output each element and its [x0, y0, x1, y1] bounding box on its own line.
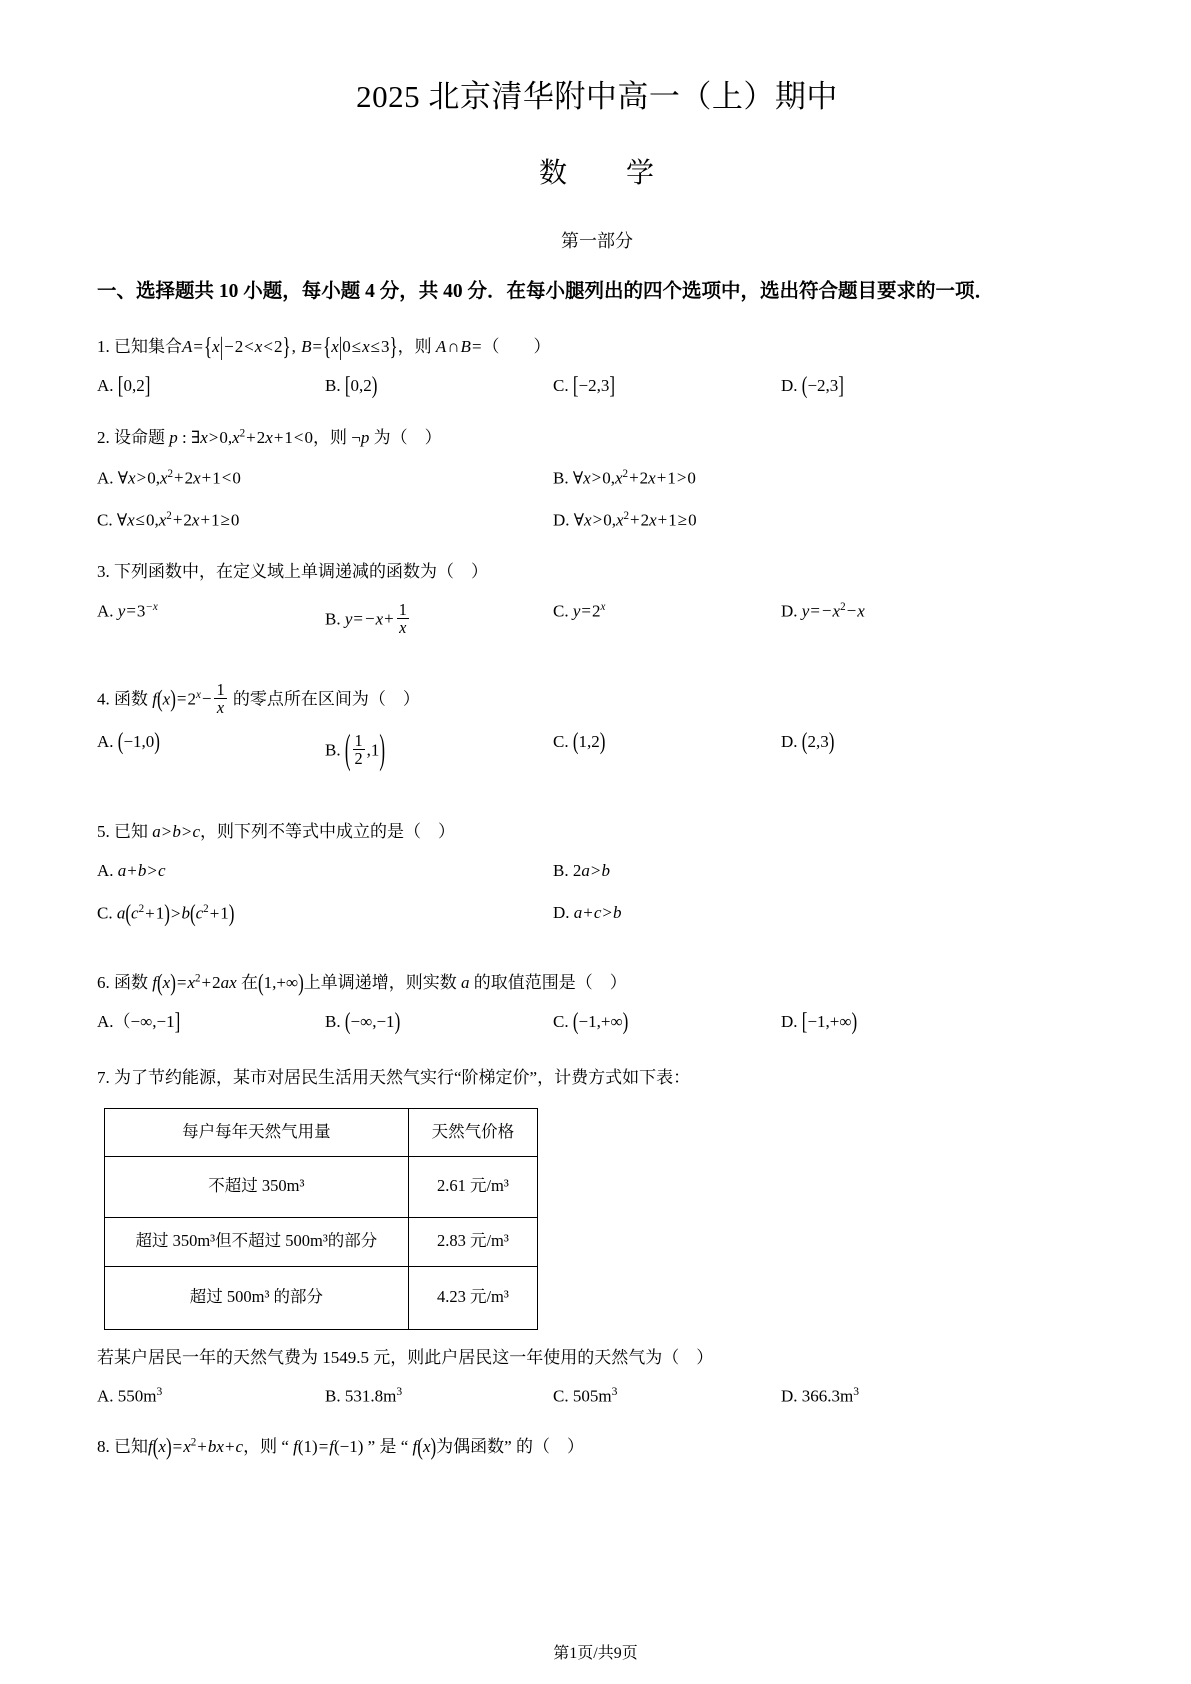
- table-header-usage: 每户每年天然气用量: [105, 1108, 409, 1156]
- question-8: [97, 1433, 1097, 1460]
- question-7-stem-text: 为了节约能源，某市对居民生活用天然气实行“阶梯定价”，计费方式如下表：: [114, 1068, 691, 1088]
- table-cell-price-1: 2.61 元/m³: [408, 1156, 537, 1217]
- table-header-row: [105, 1108, 538, 1156]
- question-1-stem: 1. 已知集合A={x|−2<x<2}, B={x|0≤x≤3}，则 A∩B=（ ）: [97, 332, 551, 361]
- option-1-a[interactable]: A. [0,2]: [97, 371, 151, 400]
- question-1-blank: （ ）: [482, 337, 551, 357]
- table-header-price: 天然气价格: [408, 1108, 537, 1156]
- option-7-a[interactable]: A. $550m^3$: [97, 1384, 163, 1406]
- question-7-followup: 若某户居民一年的天然气费为 1549.5 元，则此户居民这一年使用的天然气为（ ）: [97, 1347, 714, 1367]
- question-7: [97, 1064, 1097, 1410]
- option-1-c[interactable]: C. [−2,3]: [553, 371, 616, 400]
- question-6-options: [97, 1007, 1097, 1038]
- option-5-b[interactable]: B. 2a>b: [553, 861, 610, 881]
- table-row: [105, 1156, 538, 1217]
- question-3: [97, 558, 1097, 659]
- page-content: [97, 0, 1097, 1460]
- option-7-d[interactable]: D. $366.3m^3$: [781, 1384, 860, 1406]
- question-1-number: 1.: [97, 337, 110, 357]
- question-1-options: [97, 371, 1097, 402]
- option-5-d[interactable]: D. a+c>b: [553, 903, 622, 923]
- option-2-c[interactable]: C. $\forall x\le 0,x^2+2x+1\ge 0$: [97, 509, 240, 530]
- question-3-stem: 3. 下列函数中，在定义域上单调递减的函数为（ ）: [97, 561, 488, 581]
- question-2-options-row2: [97, 510, 1097, 536]
- subject-title: 数 学: [538, 158, 655, 190]
- question-5-options-row1: [97, 861, 1097, 887]
- question-4: [97, 681, 1097, 790]
- option-5-c[interactable]: C. $a(c^2+1)>b(c^2+1)$: [97, 899, 235, 927]
- question-7-options: [97, 1385, 1097, 1411]
- question-8-stem: 8. 已知$f(x)=x^2+bx+c$，则 “ f(1)=f(−1) ” 是 “ f(x)为偶函数” 的（ ）: [97, 1432, 584, 1460]
- option-3-c[interactable]: C. $y=2^x$: [553, 600, 606, 621]
- option-1-b[interactable]: B. [0,2): [325, 371, 378, 400]
- question-7-number: 7.: [97, 1068, 110, 1088]
- option-7-b[interactable]: B. $531.8m^3$: [325, 1384, 403, 1406]
- question-1: [97, 333, 1097, 402]
- table-row: [105, 1217, 538, 1266]
- question-4-stem: 4. 函数 $f(x)=2^x-$ $\frac{1}{x}$ 的零点所在区间为（ ）: [97, 679, 420, 717]
- question-1-stem-suffix: ，则: [397, 337, 432, 357]
- question-7-stem: [97, 1064, 1097, 1091]
- question-6: [97, 969, 1097, 1038]
- option-2-d[interactable]: D. $\forall x>0,x^2+2x+1\ge 0$: [553, 509, 697, 530]
- table-cell-price-3: 4.23 元/m³: [408, 1266, 537, 1329]
- question-1-stem-prefix: 已知集合: [114, 337, 182, 357]
- question-5-number: 5.: [97, 822, 110, 842]
- table-row: [105, 1266, 538, 1329]
- option-4-c[interactable]: C. (1,2): [553, 727, 606, 755]
- option-6-a[interactable]: A.（−∞,−1]: [97, 1007, 181, 1036]
- question-2-number: 2.: [97, 428, 110, 448]
- table-cell-usage-1: 不超过 350m³: [105, 1156, 409, 1217]
- option-4-d[interactable]: D. (2,3): [781, 727, 835, 755]
- option-1-d[interactable]: D. (−2,3]: [781, 371, 844, 400]
- question-8-number: 8.: [97, 1436, 110, 1456]
- table-cell-price-2: 2.83 元/m³: [408, 1217, 537, 1266]
- question-2: [97, 424, 1097, 535]
- option-7-c[interactable]: C. $505m^3$: [553, 1384, 618, 1406]
- option-6-b[interactable]: B. (−∞,−1): [325, 1007, 401, 1036]
- option-5-a[interactable]: A. a+b>c: [97, 861, 166, 881]
- option-4-a[interactable]: A. (−1,0): [97, 727, 160, 755]
- option-6-c[interactable]: C. (−1,+∞): [553, 1007, 629, 1036]
- question-3-number: 3.: [97, 561, 110, 581]
- option-2-a[interactable]: A. $\forall x>0,x^2+2x+1<0$: [97, 467, 241, 488]
- question-5-stem: 5. 已知 a>b>c，则下列不等式中成立的是（ ）: [97, 822, 455, 842]
- page-footer: 第1页/共9页: [553, 1645, 638, 1662]
- table-cell-usage-3: 超过 500m³ 的部分: [105, 1266, 409, 1329]
- option-6-d[interactable]: D. [−1,+∞): [781, 1007, 858, 1036]
- question-6-number: 6.: [97, 973, 110, 993]
- math-set-b: B: [301, 337, 312, 357]
- question-2-options-row1: [97, 468, 1097, 494]
- option-3-d[interactable]: D. $y= -x^2-x$: [781, 600, 865, 621]
- question-4-number: 4.: [97, 689, 110, 709]
- option-3-a[interactable]: A. $y=3^{-x}$: [97, 600, 158, 621]
- question-6-stem: 6. 函数 $f(x)=x^2+2ax$ 在(1,+∞)上单调递增，则实数 a 的取值范围是（ ）: [97, 968, 627, 997]
- option-2-b[interactable]: B. $\forall x>0,x^2+2x+1>0$: [553, 467, 696, 488]
- question-2-stem: 2. 设命题 p : $\exists x>0,x^2+2x+1<0$，则 ¬p 为（ ）: [97, 427, 442, 448]
- section-instruction: 一、选择题共 10 小题，每小题 4 分，共 40 分．在每小腿列出的四个选项中，选出符合题目要求的一项．: [97, 281, 995, 303]
- question-4-options: [97, 726, 1097, 790]
- question-3-options: [97, 601, 1097, 659]
- option-3-b[interactable]: B. y= −x+ $\frac{1}{x}$: [325, 599, 407, 637]
- math-set-a: A: [182, 337, 193, 357]
- page-title: 2025 北京清华附中高一（上）期中: [356, 79, 838, 114]
- part-title: 第一部分: [561, 231, 633, 252]
- gas-pricing-table: [104, 1108, 538, 1330]
- table-cell-usage-2: 超过 350m³但不超过 500m³的部分: [105, 1217, 409, 1266]
- option-4-b[interactable]: B. ( $\frac{1}{2}$ ,1): [325, 726, 386, 772]
- question-5-options-row2: [97, 899, 1097, 943]
- question-5: [97, 818, 1097, 943]
